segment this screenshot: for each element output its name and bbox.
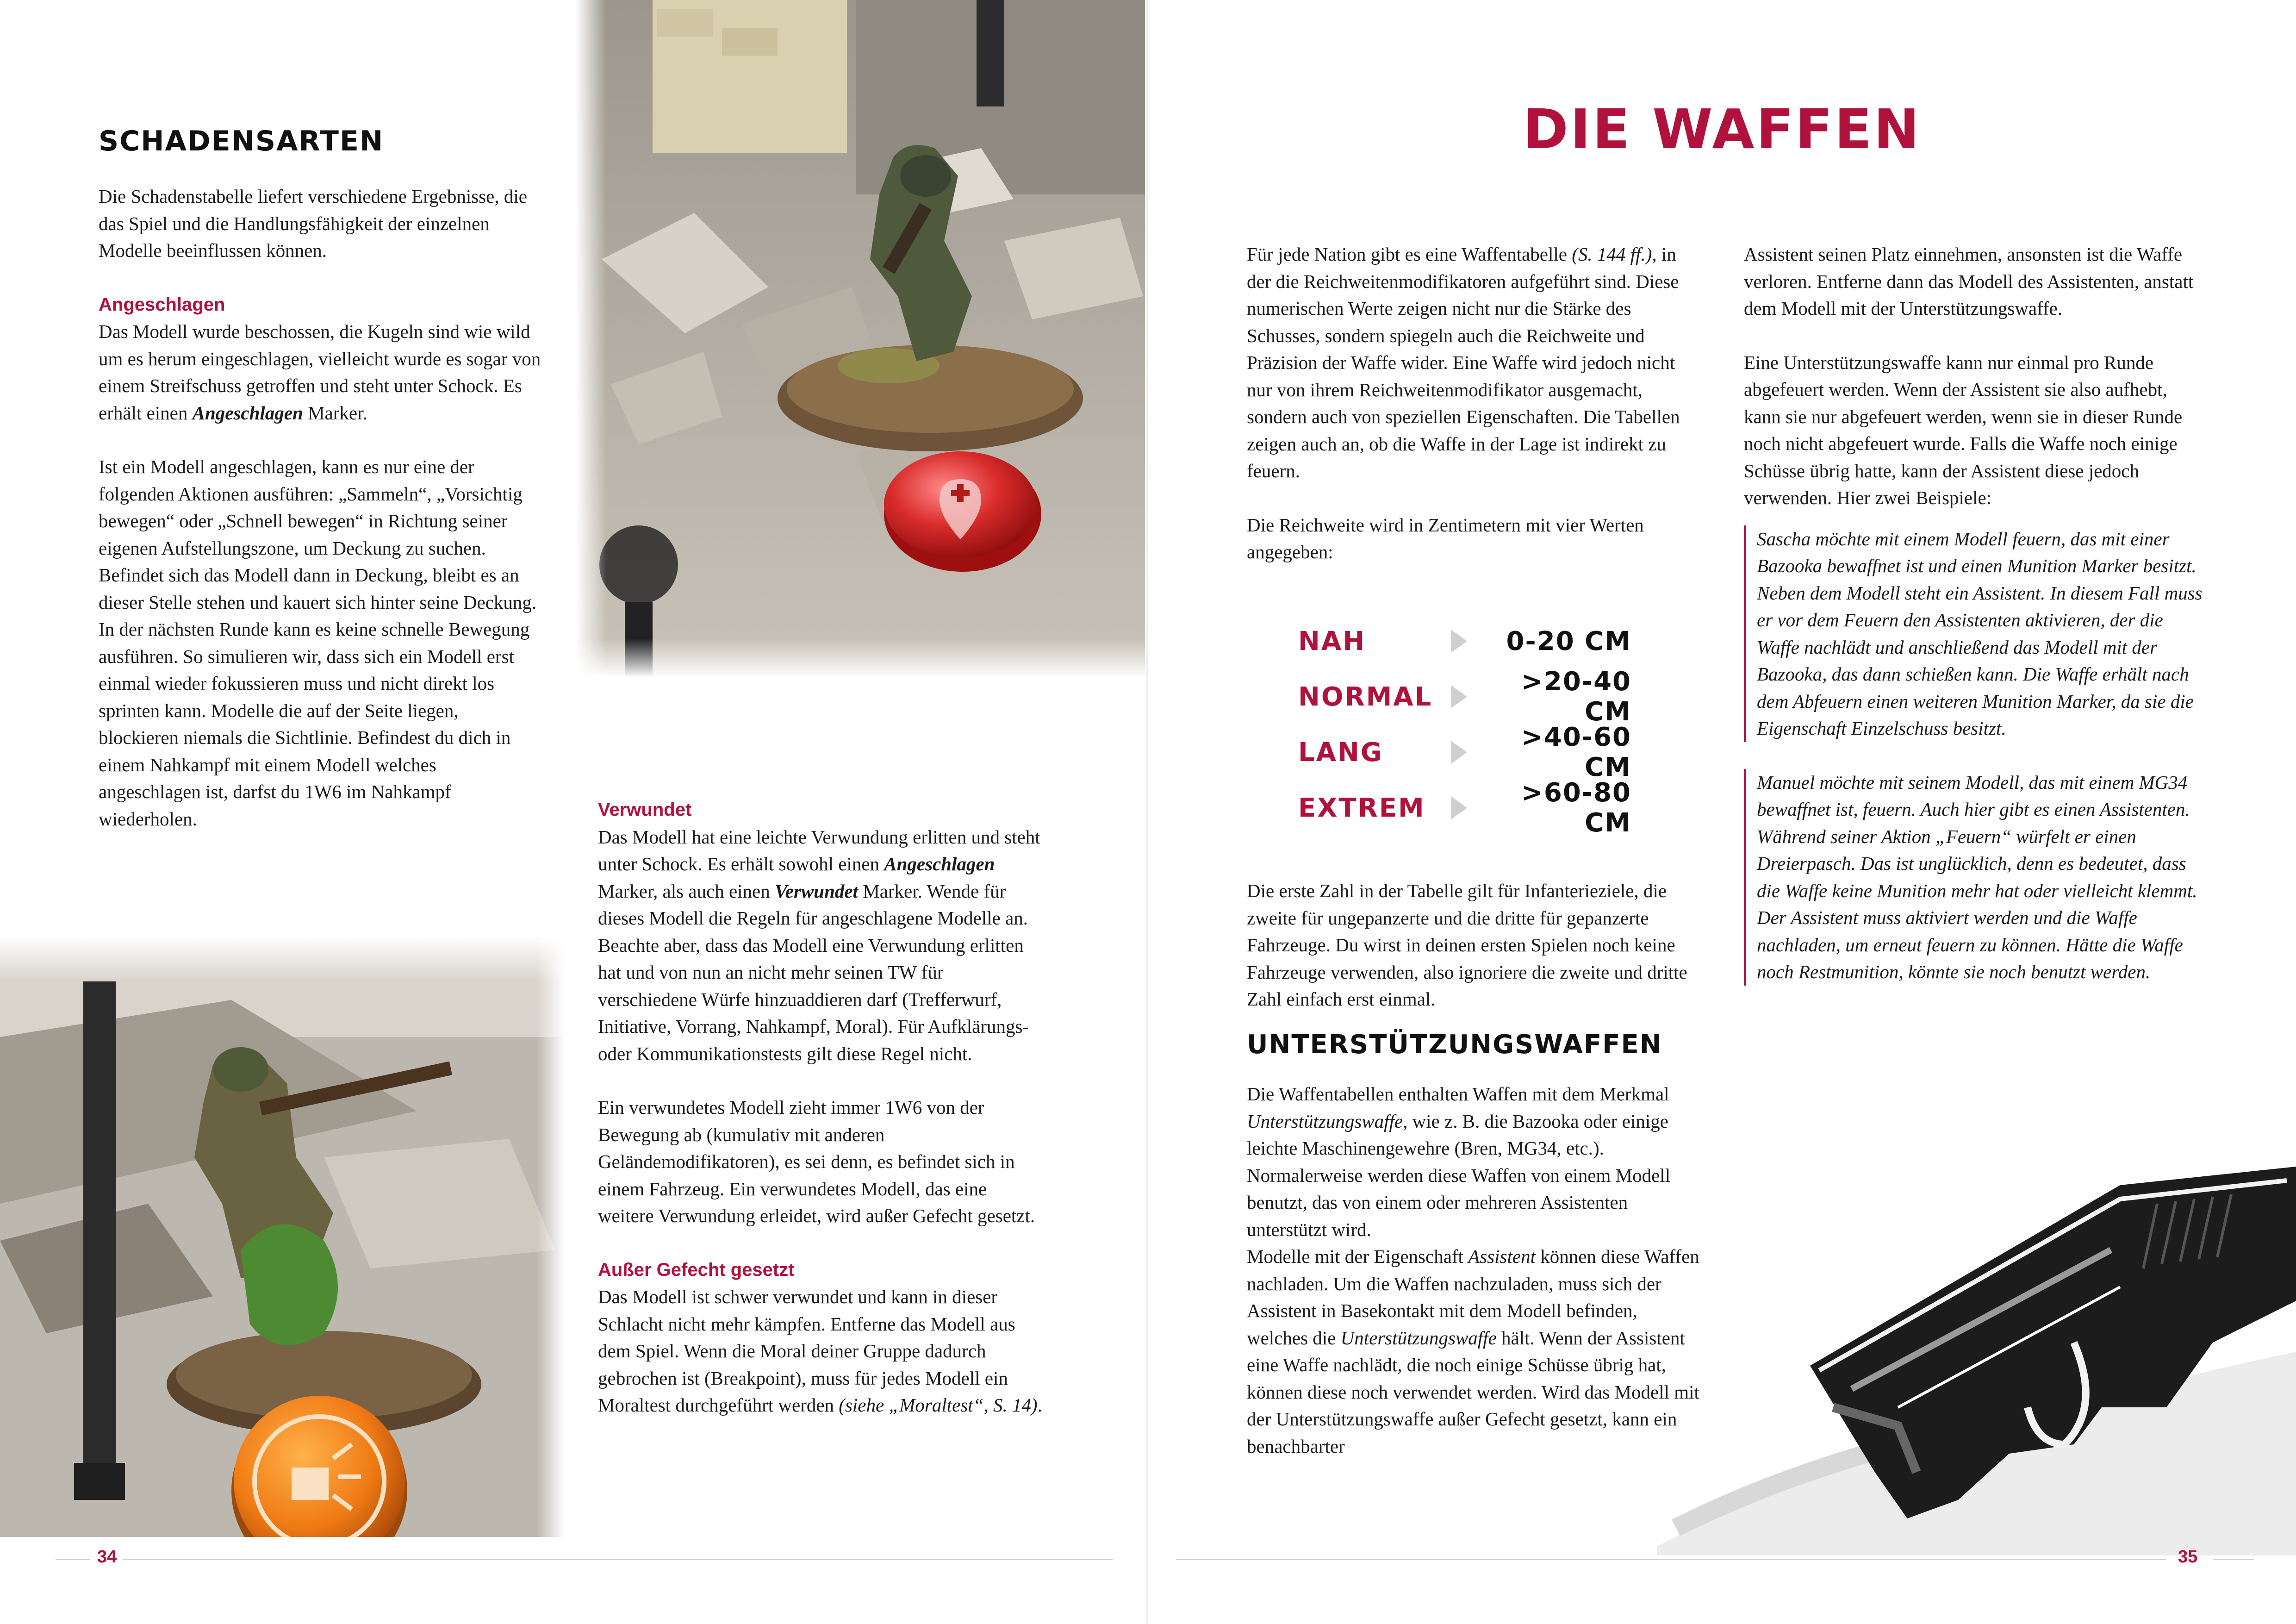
page-number-rule [56,1559,90,1560]
range-row [1298,613,1631,669]
angeschlagen-paragraph-2: Ist ein Modell angeschlagen, kann es nur eine der folgenden Aktionen ausführen: „Sammeln“, „Vorsichtig bewegen“ oder „Schnell bewegen“ in Richtung seiner eigenen Aufstellungszone, um Deckung zu suchen. Befindet sich das Modell dann in Deckung, bleibt es an dieser Stelle stehen und kauert sich hinter seine Deckung. [99,456,537,613]
range-value: >20-40 CM [1521,667,1631,727]
marker-name: Angeschlagen [192,402,303,424]
verwundet-paragraph-1 [598,824,1042,1068]
right-page [1148,0,2296,1624]
text-run: . [1037,1394,1042,1416]
page-number: 35 [2178,1547,2198,1567]
left-column-2 [598,796,1042,1446]
support-weapons-paragraph-4: Eine Unterstützungswaffe kann nur einmal pro Runde abgefeuert werden. Wenn der Assistent sie also aufhebt, kann sie nur abgefeuert werden, wenn sie in dieser Runde noch nicht abgefeuert wurde. Falls die Waffe noch einige Schüsse übrig hatte, kann der Assistent diese jedoch verwenden. Hier zwei Beispiele: [1744,351,2183,508]
text-run: hält. Wenn der Assistent eine Waffe nachlädt, die noch einige Schüsse übrig hat, können diese noch verwendet werden. Wird das Modell mit der Unterstützungswaffe außer Gefecht gesetzt, kann ein benachbarter [1247,1327,1699,1457]
subheading-ausser-gefecht: Außer Gefecht gesetzt [598,1259,795,1280]
photo-rifleman [0,917,574,1537]
text-run: , wie z. B. die Bazooka oder einige leichte Maschinengewehre (Bren, MG34, etc.). Normalerweise werden diese Waffen von einem Modell benutzt, das von einem oder mehreren Assistenten unterstützt wird. [1247,1110,1671,1240]
photo-soldier-rubble [574,0,1148,685]
range-value: 0-20 CM [1506,626,1631,656]
text-run: können diese Waffen nachladen. Um die Waffen nachzuladen, muss sich der Assistent in Basekontakt mit dem Modell befinden, welches die [1247,1246,1699,1349]
example-1: Sascha möchte mit einem Modell feuern, das mit einer Bazooka bewaffnet ist und einen Munition Marker besitzt. Neben dem Modell steht ein Assistent. In diesem Fall muss er vor dem Feuern den Assistenten aktivieren, der die Waffe nachlädt und anschließend das Modell mit der Bazooka, das dann schießen kann. Die Waffe erhält nach dem Abfeuern einen weiteren Munition Marker, da sie die Eigenschaft Einzelschuss besitzt. [1744,525,2207,742]
range-label: NORMAL [1298,681,1433,712]
photo-soldier-rubble-art [574,0,1148,685]
text-run: Modelle mit der Eigenschaft [1247,1246,1468,1267]
text-run: Das Modell hat eine leichte Verwundung erlitten und steht unter Schock. Es erhält sowohl einen [598,826,1040,874]
range-row [1298,722,1631,782]
photo-edge-right [537,917,583,1537]
range-label: LANG [1298,737,1383,768]
verwundet-paragraph-2: Ein verwundetes Modell zieht immer 1W6 von der Bewegung ab (kumulativ mit anderen Geländemodifikatoren), es sei denn, es befindet sich in einem Fahrzeug. Ein verwundetes Modell, das eine weitere Verwundung erleidet, wird außer Gefecht gesetzt. [598,1097,1035,1226]
left-column-1 [99,183,543,859]
range-row [1298,669,1631,725]
angeschlagen-paragraph-1 [99,318,543,426]
marker-name: Verwundet [775,880,858,902]
waffen-paragraph-1 [1247,241,1700,485]
range-label: EXTREM [1298,793,1425,823]
cross-reference: (S. 144 ff.) [1572,244,1652,265]
page-number-rule [123,1559,1113,1560]
subheading-angeschlagen: Angeschlagen [99,294,225,315]
arrow-chevron-icon [1446,738,1474,766]
section-heading: SCHADENSARTEN [99,125,384,157]
waffen-paragraph-2: Die Reichweite wird in Zentimetern mit vier Werten angegeben: [1247,514,1644,562]
waffen-paragraph-3: Die erste Zahl in der Tabelle gilt für Infanterieziele, die zweite für ungepanzerte und die dritte für gepanzerte Fahrzeuge. Du wirst in deinen ersten Spielen noch keine Fahrzeuge verwenden, also ignoriere die zweite und dritte Zahl einfach erst einmal. [1247,880,1687,1010]
angeschlagen-paragraph-3: In der nächsten Runde kann es keine schnelle Bewegung ausführen. So simulieren wir, dass sich ein Modell erst einmal wieder fokussieren muss und nicht direkt los sprinten kann. Modelle die auf der Seite liegen, blockieren niemals die Sichtlinie. Befindest du dich in einem Nahkampf mit einem Modell welches angeschlagen ist, darfst du 1W6 im Nahkampf wiederholen. [99,618,530,830]
pistol-illustration [1657,1148,2296,1555]
support-weapons-paragraph-3: Assistent seinen Platz einnehmen, ansonsten ist die Waffe verloren. Entferne dann das Modell des Assistenten, anstatt dem Modell mit der Unterstützungswaffe. [1744,244,2194,319]
arrow-chevron-icon [1446,627,1474,655]
page-number-rule [2213,1559,2254,1560]
support-weapons-paragraph-1 [1247,1081,1700,1243]
range-row [1298,780,1631,836]
intro-paragraph: Die Schadenstabelle liefert verschiedene Ergebnisse, die das Spiel und die Handlungsfähigkeit der einzelnen Modelle beeinflussen können. [99,186,527,261]
range-table [1298,613,1631,836]
arrow-chevron-icon [1446,794,1474,822]
text-run: Marker. Wende für dieses Modell die Regeln für angeschlagene Modelle an. Beachte aber, dass das Modell eine Verwundung erlitten hat und von nun an nicht mehr seinen TW für verschiedene Würfe hinzuaddieren darf (Trefferwurf, Initiative, Vorrang, Nahkampf, Moral). Für Aufklärungs- oder Kommunikationstests gilt diese Regel nicht. [598,880,1029,1064]
text-run: Die Waffentabellen enthalten Waffen mit dem Merkmal [1247,1083,1669,1105]
page-title: DIE WAFFEN [1523,97,1922,161]
weapon-trait: Unterstützungswaffe [1340,1327,1497,1349]
model-trait: Assistent [1468,1246,1536,1267]
subsection-heading: UNTERSTÜTZUNGSWAFFEN [1247,1029,1662,1060]
photo-edge-top [574,639,1148,704]
range-value: >40-60 CM [1521,722,1631,782]
subheading-verwundet: Verwundet [598,800,692,820]
ausser-gefecht-paragraph [598,1283,1042,1419]
page-number-rule [1176,1559,2166,1560]
page-number: 34 [97,1547,117,1567]
right-column-1 [1247,241,1700,593]
support-weapons-paragraph-2 [1247,1243,1700,1460]
example-2: Manuel möchte mit seinem Modell, das mit einem MG34 bewaffnet ist, feuern. Auch hier gibt es einen Assistenten. Während seiner Aktion „Feuern“ würfelt er einen Dreierpasch. Das ist unglücklich, denn es bedeutet, dass die Waffe keine Munition mehr hat oder vielleicht klemmt. Der Assistent muss aktiviert werden und die Waffe nachladen, um erneut feuern zu können. Hätte die Waffe noch Restmunition, könnte sie noch benutzt werden. [1744,769,2207,986]
range-value: >60-80 CM [1521,778,1631,838]
text-run: , in der die Reichweitenmodifikatoren aufgeführt sind. Diese numerischen Werte zeigen nicht nur die Stärke des Schusses, sondern spiegeln auch die Reichweite und Präzision der Waffe wider. Eine Waffe wird jedoch nicht nur von ihrem Reichweitenmodifikator ausgemacht, sondern auch von speziellen Eigenschaften. Die Tabellen zeigen auch an, ob die Waffe in der Lage ist indirekt zu feuern. [1247,244,1680,481]
right-column-1-lower [1247,877,1700,1487]
photo-rifleman-art [0,917,574,1537]
text-run: Für jede Nation gibt es eine Waffentabelle [1247,244,1572,265]
marker-name: Angeschlagen [884,853,995,874]
weapon-trait: Unterstützungswaffe [1247,1110,1403,1132]
range-label: NAH [1298,626,1366,656]
arrow-chevron-icon [1446,683,1474,711]
text-run: Das Modell wurde beschossen, die Kugeln sind wie wild um es herum eingeschlagen, vielleicht wurde es sogar von einem Streifschuss getroffen und steht unter Schock. Es erhält einen [99,321,541,424]
text-run: Marker. [303,402,367,424]
photo-edge-bottom [0,917,574,981]
cross-reference: (siehe „Moraltest“, S. 14) [839,1394,1038,1416]
text-run: Marker, als auch einen [598,880,775,902]
photo-edge-left [555,0,606,685]
right-column-2 [1744,241,2207,1012]
text-run: Das Modell ist schwer verwundet und kann in dieser Schlacht nicht mehr kämpfen. Entferne das Modell aus dem Spiel. Wenn die Moral deiner Gruppe dadurch gebrochen ist (Breakpoint), muss für jedes Modell ein Moraltest durchgeführt werden [598,1286,1015,1416]
